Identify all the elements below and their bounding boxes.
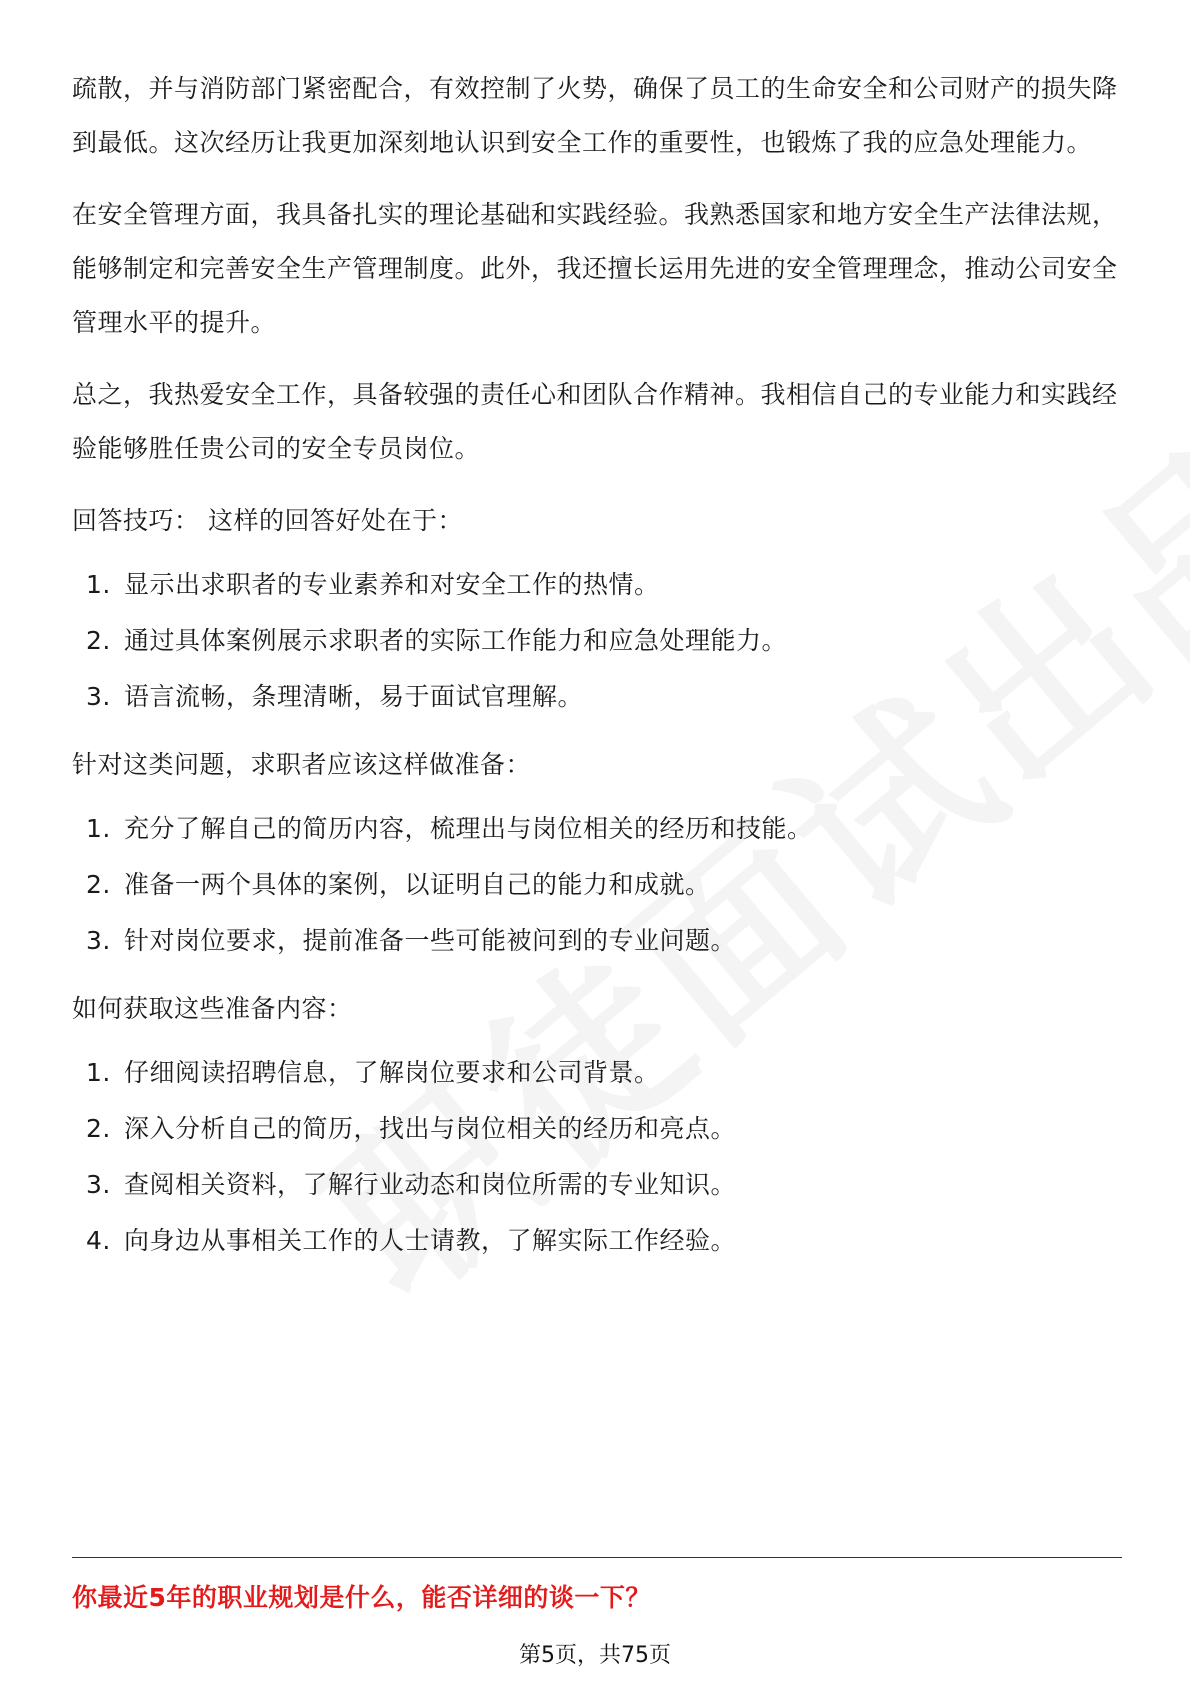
page-content (72, 62, 1122, 1282)
list-item (72, 814, 1122, 844)
list-text: 语言流畅，条理清晰，易于面试官理解。 (124, 682, 584, 711)
list-number: 3. (86, 926, 111, 955)
list-text: 向身边从事相关工作的人士请教，了解实际工作经验。 (124, 1226, 737, 1255)
list-item (72, 570, 1122, 600)
section-divider (72, 1557, 1122, 1558)
list-item (72, 926, 1122, 956)
prep-label: 针对这类问题，求职者应该这样做准备： (72, 750, 532, 779)
page-number: 第5页，共75页 (519, 1643, 671, 1668)
list-text: 仔细阅读招聘信息，了解岗位要求和公司背景。 (124, 1058, 660, 1087)
list-text: 显示出求职者的专业素养和对安全工作的热情。 (124, 570, 660, 599)
list-number: 2. (86, 870, 111, 899)
list-number: 4. (86, 1226, 111, 1255)
sources-list (72, 1058, 1122, 1256)
list-item (72, 1226, 1122, 1256)
list-number: 1. (86, 814, 111, 843)
list-number: 2. (86, 1114, 111, 1143)
list-item (72, 1170, 1122, 1200)
tips-list (72, 570, 1122, 712)
paragraph-2: 在安全管理方面，我具备扎实的理论基础和实践经验。我熟悉国家和地方安全生产法律法规，能够制定和完善安全生产管理制度。此外，我还擅长运用先进的安全管理理念，推动公司安全管理水平的提升。 (72, 200, 1118, 337)
list-text: 查阅相关资料，了解行业动态和岗位所需的专业知识。 (124, 1170, 737, 1199)
list-number: 3. (86, 1170, 111, 1199)
list-item (72, 1058, 1122, 1088)
list-text: 充分了解自己的简历内容，梳理出与岗位相关的经历和技能。 (124, 814, 813, 843)
list-item (72, 1114, 1122, 1144)
list-text: 准备一两个具体的案例，以证明自己的能力和成就。 (124, 870, 711, 899)
list-text: 深入分析自己的简历，找出与岗位相关的经历和亮点。 (124, 1114, 737, 1143)
list-text: 针对岗位要求，提前准备一些可能被问到的专业问题。 (124, 926, 737, 955)
list-item (72, 682, 1122, 712)
paragraph-1: 疏散，并与消防部门紧密配合，有效控制了火势，确保了员工的生命安全和公司财产的损失降到最低。这次经历让我更加深刻地认识到安全工作的重要性，也锻炼了我的应急处理能力。 (72, 74, 1118, 157)
prep-list (72, 814, 1122, 956)
paragraph-3: 总之，我热爱安全工作，具备较强的责任心和团队合作精神。我相信自己的专业能力和实践经验能够胜任贵公司的安全专员岗位。 (72, 380, 1118, 463)
list-number: 2. (86, 626, 111, 655)
list-number: 1. (86, 1058, 111, 1087)
list-item (72, 870, 1122, 900)
list-text: 通过具体案例展示求职者的实际工作能力和应急处理能力。 (124, 626, 788, 655)
list-item (72, 626, 1122, 656)
tips-label: 回答技巧： 这样的回答好处在于： (72, 506, 463, 535)
list-number: 1. (86, 570, 111, 599)
list-number: 3. (86, 682, 111, 711)
next-question-heading: 你最近5年的职业规划是什么，能否详细的谈一下？ (72, 1583, 651, 1612)
sources-label: 如何获取这些准备内容： (72, 994, 353, 1023)
